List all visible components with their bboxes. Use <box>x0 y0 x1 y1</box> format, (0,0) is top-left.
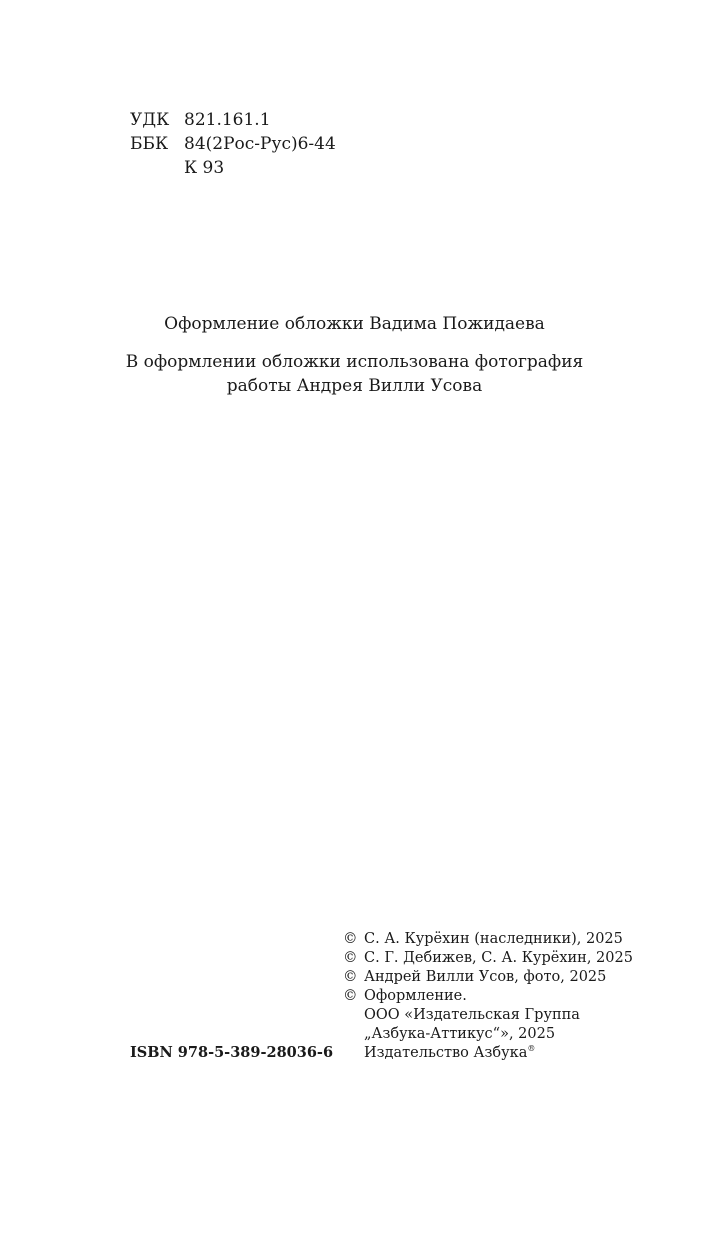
author-mark-row <box>130 156 336 180</box>
cover-design-text: Оформление обложки Вадима Пожидаева <box>164 314 545 334</box>
copyright-entry <box>343 949 633 968</box>
copyright-entry <box>343 930 633 949</box>
copyright-continuation: „Азбука-Аттикус“», 2025 <box>364 1026 556 1042</box>
copyright-text: Андрей Вилли Усов, фото, 2025 <box>364 969 607 985</box>
copyright-continuation: ООО «Издательская Группа <box>364 1007 580 1023</box>
copyright-entry <box>343 968 633 987</box>
bbk-label: ББК <box>130 134 169 154</box>
bbk-value: 84(2Рос-Рус)6-44 <box>184 134 336 154</box>
copyright-icon: © <box>343 931 358 947</box>
publisher-line <box>343 1044 633 1063</box>
photo-credit-line-1: В оформлении обложки использована фотография <box>125 352 584 372</box>
copyright-block <box>343 930 633 1063</box>
author-mark-value: К 93 <box>184 158 225 178</box>
copyright-icon: © <box>343 988 358 1004</box>
copyright-icon: © <box>343 950 358 966</box>
udk-label: УДК <box>130 110 170 130</box>
registered-mark-icon: ® <box>527 1044 536 1054</box>
copyright-text: С. А. Курёхин (наследники), 2025 <box>364 931 623 947</box>
copyright-entry <box>343 987 633 1006</box>
copyright-text: Оформление. <box>364 988 467 1004</box>
bbk-row <box>130 132 336 156</box>
publisher-name: Издательство Азбука <box>364 1045 528 1061</box>
classification-block <box>130 108 336 180</box>
isbn: ISBN 978-5-389-28036-6 <box>130 1044 334 1061</box>
copyright-text: С. Г. Дебижев, С. А. Курёхин, 2025 <box>364 950 633 966</box>
udk-row <box>130 108 336 132</box>
udk-value: 821.161.1 <box>184 110 271 130</box>
copyright-icon: © <box>343 969 358 985</box>
photo-credit <box>0 350 709 398</box>
photo-credit-line-2: работы Андрея Вилли Усова <box>226 376 483 396</box>
cover-design-credit <box>0 312 709 336</box>
author-mark-label <box>130 156 184 180</box>
